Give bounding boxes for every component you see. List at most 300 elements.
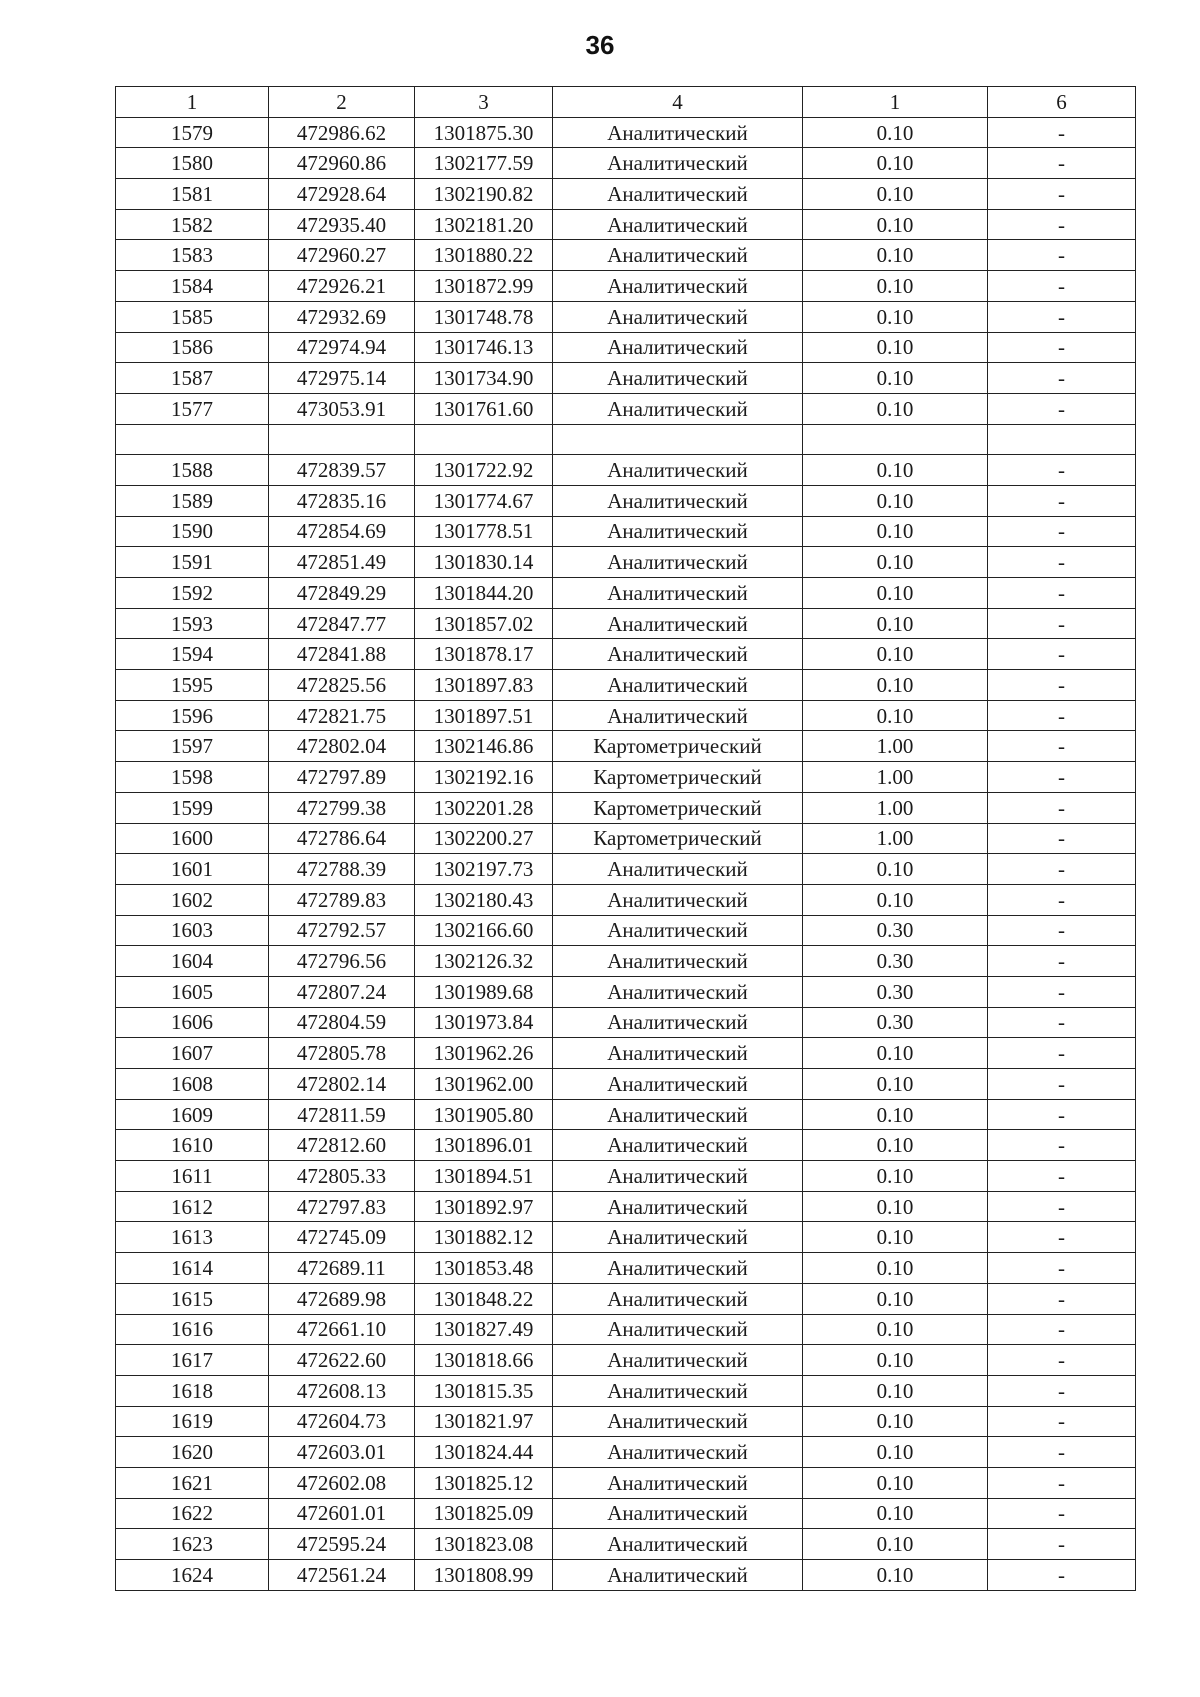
cell-point-number: 1597 bbox=[116, 731, 269, 762]
cell-x-coordinate: 472928.64 bbox=[269, 179, 415, 210]
cell-method: Аналитический bbox=[553, 1069, 803, 1100]
cell-x-coordinate: 472851.49 bbox=[269, 547, 415, 578]
cell-point-number: 1616 bbox=[116, 1314, 269, 1345]
cell-point-number: 1608 bbox=[116, 1069, 269, 1100]
cell-point-number: 1577 bbox=[116, 393, 269, 424]
cell-point-number: 1615 bbox=[116, 1283, 269, 1314]
cell-y-coordinate: 1302181.20 bbox=[415, 209, 553, 240]
cell-accuracy: 0.10 bbox=[803, 332, 988, 363]
cell-x-coordinate: 472960.27 bbox=[269, 240, 415, 271]
cell-method: Аналитический bbox=[553, 332, 803, 363]
cell-method: Аналитический bbox=[553, 393, 803, 424]
cell-point-number: 1596 bbox=[116, 700, 269, 731]
cell-accuracy: 0.10 bbox=[803, 1437, 988, 1468]
table-row bbox=[116, 670, 1136, 701]
table-row bbox=[116, 976, 1136, 1007]
cell-point-number: 1579 bbox=[116, 117, 269, 148]
cell-method: Аналитический bbox=[553, 670, 803, 701]
cell-point-number: 1623 bbox=[116, 1529, 269, 1560]
cell-note: - bbox=[988, 915, 1136, 946]
cell-x-coordinate: 472689.11 bbox=[269, 1253, 415, 1284]
table-row bbox=[116, 946, 1136, 977]
cell-accuracy: 0.10 bbox=[803, 1345, 988, 1376]
cell-method: Аналитический bbox=[553, 1007, 803, 1038]
table-row bbox=[116, 1130, 1136, 1161]
cell-point-number: 1610 bbox=[116, 1130, 269, 1161]
cell-x-coordinate: 472796.56 bbox=[269, 946, 415, 977]
cell-y-coordinate: 1301989.68 bbox=[415, 976, 553, 1007]
header-cell-col3: 3 bbox=[415, 87, 553, 118]
cell-point-number: 1603 bbox=[116, 915, 269, 946]
cell-x-coordinate: 472604.73 bbox=[269, 1406, 415, 1437]
cell-note: - bbox=[988, 1498, 1136, 1529]
cell-accuracy: 0.10 bbox=[803, 1222, 988, 1253]
cell-y-coordinate: 1301825.09 bbox=[415, 1498, 553, 1529]
cell-x-coordinate: 472745.09 bbox=[269, 1222, 415, 1253]
table-row bbox=[116, 332, 1136, 363]
table-row bbox=[116, 1529, 1136, 1560]
cell-y-coordinate: 1301894.51 bbox=[415, 1161, 553, 1192]
cell-point-number: 1585 bbox=[116, 301, 269, 332]
cell-note: - bbox=[988, 485, 1136, 516]
cell-point-number: 1624 bbox=[116, 1560, 269, 1591]
cell-y-coordinate: 1301830.14 bbox=[415, 547, 553, 578]
cell-point-number: 1587 bbox=[116, 363, 269, 394]
cell-method: Аналитический bbox=[553, 854, 803, 885]
cell-note: - bbox=[988, 393, 1136, 424]
cell-note: - bbox=[988, 1130, 1136, 1161]
cell-y-coordinate: 1301823.08 bbox=[415, 1529, 553, 1560]
cell-x-coordinate: 472805.78 bbox=[269, 1038, 415, 1069]
cell-point-number: 1595 bbox=[116, 670, 269, 701]
cell-accuracy: 0.10 bbox=[803, 1161, 988, 1192]
cell-x-coordinate: 472661.10 bbox=[269, 1314, 415, 1345]
cell-note: - bbox=[988, 547, 1136, 578]
cell-point-number: 1614 bbox=[116, 1253, 269, 1284]
table-row bbox=[116, 424, 1136, 455]
cell-accuracy: 0.10 bbox=[803, 301, 988, 332]
cell-accuracy: 0.10 bbox=[803, 393, 988, 424]
table-row bbox=[116, 1038, 1136, 1069]
table-row bbox=[116, 700, 1136, 731]
cell-method: Аналитический bbox=[553, 578, 803, 609]
cell-x-coordinate: 472805.33 bbox=[269, 1161, 415, 1192]
table-row bbox=[116, 762, 1136, 793]
cell-note: - bbox=[988, 976, 1136, 1007]
cell-method: Аналитический bbox=[553, 1130, 803, 1161]
cell-method: Аналитический bbox=[553, 1038, 803, 1069]
cell-x-coordinate: 472789.83 bbox=[269, 884, 415, 915]
cell-method: Аналитический bbox=[553, 1560, 803, 1591]
cell-x-coordinate: 472935.40 bbox=[269, 209, 415, 240]
cell-x-coordinate: 472821.75 bbox=[269, 700, 415, 731]
cell-y-coordinate: 1301778.51 bbox=[415, 516, 553, 547]
cell-accuracy: 0.10 bbox=[803, 363, 988, 394]
cell-point-number: 1600 bbox=[116, 823, 269, 854]
cell-note: - bbox=[988, 1161, 1136, 1192]
cell-x-coordinate: 472960.86 bbox=[269, 148, 415, 179]
cell-note: - bbox=[988, 854, 1136, 885]
cell-method: Аналитический bbox=[553, 117, 803, 148]
cell-method: Картометрический bbox=[553, 823, 803, 854]
cell-note: - bbox=[988, 762, 1136, 793]
cell-note: - bbox=[988, 1191, 1136, 1222]
cell-method: Аналитический bbox=[553, 516, 803, 547]
cell-accuracy: 0.10 bbox=[803, 608, 988, 639]
cell-x-coordinate: 472595.24 bbox=[269, 1529, 415, 1560]
cell-accuracy: 0.10 bbox=[803, 455, 988, 486]
cell-note: - bbox=[988, 1437, 1136, 1468]
table-row bbox=[116, 1222, 1136, 1253]
cell-y-coordinate: 1302126.32 bbox=[415, 946, 553, 977]
table-row bbox=[116, 1375, 1136, 1406]
table-row bbox=[116, 1560, 1136, 1591]
cell-accuracy: 0.10 bbox=[803, 485, 988, 516]
cell-accuracy: 0.10 bbox=[803, 1253, 988, 1284]
cell-x-coordinate: 472797.89 bbox=[269, 762, 415, 793]
cell-accuracy: 0.10 bbox=[803, 854, 988, 885]
table-row bbox=[116, 1437, 1136, 1468]
table-row bbox=[116, 240, 1136, 271]
cell-note: - bbox=[988, 670, 1136, 701]
cell-note: - bbox=[988, 240, 1136, 271]
cell-accuracy: 0.10 bbox=[803, 1529, 988, 1560]
cell-point-number: 1599 bbox=[116, 792, 269, 823]
cell-y-coordinate: 1301897.51 bbox=[415, 700, 553, 731]
cell-x-coordinate: 472975.14 bbox=[269, 363, 415, 394]
cell-accuracy: 0.10 bbox=[803, 148, 988, 179]
cell-accuracy: 0.10 bbox=[803, 1191, 988, 1222]
cell-x-coordinate: 472602.08 bbox=[269, 1467, 415, 1498]
cell-note bbox=[988, 424, 1136, 455]
table-row bbox=[116, 1406, 1136, 1437]
cell-y-coordinate: 1301857.02 bbox=[415, 608, 553, 639]
cell-x-coordinate: 472811.59 bbox=[269, 1099, 415, 1130]
cell-method: Аналитический bbox=[553, 547, 803, 578]
cell-accuracy: 0.10 bbox=[803, 1069, 988, 1100]
table-row bbox=[116, 1498, 1136, 1529]
cell-y-coordinate: 1301962.00 bbox=[415, 1069, 553, 1100]
cell-point-number: 1598 bbox=[116, 762, 269, 793]
header-cell-col6: 6 bbox=[988, 87, 1136, 118]
cell-point-number: 1619 bbox=[116, 1406, 269, 1437]
table-row bbox=[116, 547, 1136, 578]
cell-x-coordinate: 472603.01 bbox=[269, 1437, 415, 1468]
cell-y-coordinate: 1301722.92 bbox=[415, 455, 553, 486]
cell-accuracy: 0.10 bbox=[803, 547, 988, 578]
cell-point-number: 1583 bbox=[116, 240, 269, 271]
cell-method: Картометрический bbox=[553, 762, 803, 793]
cell-method: Аналитический bbox=[553, 1529, 803, 1560]
cell-accuracy: 0.30 bbox=[803, 1007, 988, 1038]
cell-point-number: 1581 bbox=[116, 179, 269, 210]
cell-note: - bbox=[988, 823, 1136, 854]
table-header-row bbox=[116, 87, 1136, 118]
table-row bbox=[116, 1467, 1136, 1498]
cell-point-number: 1589 bbox=[116, 485, 269, 516]
cell-y-coordinate: 1301761.60 bbox=[415, 393, 553, 424]
cell-accuracy: 0.10 bbox=[803, 1467, 988, 1498]
header-cell-col2: 2 bbox=[269, 87, 415, 118]
cell-point-number bbox=[116, 424, 269, 455]
cell-method: Аналитический bbox=[553, 301, 803, 332]
cell-note: - bbox=[988, 1283, 1136, 1314]
cell-x-coordinate: 472622.60 bbox=[269, 1345, 415, 1376]
cell-y-coordinate: 1301878.17 bbox=[415, 639, 553, 670]
cell-method: Аналитический bbox=[553, 1314, 803, 1345]
cell-note: - bbox=[988, 1314, 1136, 1345]
header-cell-col1: 1 bbox=[116, 87, 269, 118]
cell-accuracy: 1.00 bbox=[803, 823, 988, 854]
cell-x-coordinate: 472812.60 bbox=[269, 1130, 415, 1161]
cell-note: - bbox=[988, 148, 1136, 179]
cell-y-coordinate: 1301746.13 bbox=[415, 332, 553, 363]
cell-note: - bbox=[988, 301, 1136, 332]
cell-method: Аналитический bbox=[553, 179, 803, 210]
table-row bbox=[116, 1314, 1136, 1345]
cell-y-coordinate: 1302192.16 bbox=[415, 762, 553, 793]
cell-note: - bbox=[988, 332, 1136, 363]
table-row bbox=[116, 1191, 1136, 1222]
cell-method: Аналитический bbox=[553, 148, 803, 179]
cell-accuracy: 0.10 bbox=[803, 516, 988, 547]
cell-accuracy: 0.10 bbox=[803, 1130, 988, 1161]
cell-note: - bbox=[988, 363, 1136, 394]
cell-method: Аналитический bbox=[553, 884, 803, 915]
cell-note: - bbox=[988, 117, 1136, 148]
cell-x-coordinate: 472601.01 bbox=[269, 1498, 415, 1529]
coordinates-table-container bbox=[115, 86, 1136, 1591]
cell-point-number: 1620 bbox=[116, 1437, 269, 1468]
cell-accuracy: 0.10 bbox=[803, 179, 988, 210]
cell-point-number: 1613 bbox=[116, 1222, 269, 1253]
table-row bbox=[116, 823, 1136, 854]
cell-point-number: 1591 bbox=[116, 547, 269, 578]
cell-y-coordinate: 1301844.20 bbox=[415, 578, 553, 609]
table-row bbox=[116, 393, 1136, 424]
cell-note: - bbox=[988, 639, 1136, 670]
cell-method: Аналитический bbox=[553, 455, 803, 486]
cell-method: Аналитический bbox=[553, 1467, 803, 1498]
table-row bbox=[116, 209, 1136, 240]
cell-method: Аналитический bbox=[553, 1283, 803, 1314]
cell-method: Аналитический bbox=[553, 271, 803, 302]
cell-point-number: 1584 bbox=[116, 271, 269, 302]
cell-accuracy: 0.10 bbox=[803, 1283, 988, 1314]
cell-method: Аналитический bbox=[553, 946, 803, 977]
cell-accuracy: 1.00 bbox=[803, 731, 988, 762]
cell-point-number: 1586 bbox=[116, 332, 269, 363]
cell-point-number: 1618 bbox=[116, 1375, 269, 1406]
cell-y-coordinate: 1301734.90 bbox=[415, 363, 553, 394]
table-row bbox=[116, 608, 1136, 639]
cell-y-coordinate: 1301808.99 bbox=[415, 1560, 553, 1591]
cell-note: - bbox=[988, 1099, 1136, 1130]
cell-y-coordinate: 1302200.27 bbox=[415, 823, 553, 854]
cell-method: Аналитический bbox=[553, 1222, 803, 1253]
header-cell-col5: 1 bbox=[803, 87, 988, 118]
cell-x-coordinate: 472561.24 bbox=[269, 1560, 415, 1591]
cell-method: Аналитический bbox=[553, 485, 803, 516]
cell-point-number: 1590 bbox=[116, 516, 269, 547]
table-row bbox=[116, 516, 1136, 547]
cell-note: - bbox=[988, 1375, 1136, 1406]
cell-point-number: 1594 bbox=[116, 639, 269, 670]
cell-y-coordinate: 1301815.35 bbox=[415, 1375, 553, 1406]
cell-note: - bbox=[988, 1253, 1136, 1284]
cell-note: - bbox=[988, 1038, 1136, 1069]
cell-accuracy: 0.10 bbox=[803, 670, 988, 701]
cell-accuracy: 0.10 bbox=[803, 271, 988, 302]
cell-x-coordinate: 472788.39 bbox=[269, 854, 415, 885]
cell-y-coordinate: 1302201.28 bbox=[415, 792, 553, 823]
cell-method: Аналитический bbox=[553, 1345, 803, 1376]
cell-y-coordinate: 1301896.01 bbox=[415, 1130, 553, 1161]
cell-note: - bbox=[988, 700, 1136, 731]
cell-method: Аналитический bbox=[553, 1161, 803, 1192]
cell-point-number: 1580 bbox=[116, 148, 269, 179]
cell-point-number: 1601 bbox=[116, 854, 269, 885]
cell-accuracy: 0.10 bbox=[803, 1099, 988, 1130]
cell-y-coordinate: 1301827.49 bbox=[415, 1314, 553, 1345]
cell-y-coordinate: 1301853.48 bbox=[415, 1253, 553, 1284]
cell-x-coordinate: 472689.98 bbox=[269, 1283, 415, 1314]
table-body bbox=[116, 117, 1136, 1590]
cell-y-coordinate: 1302197.73 bbox=[415, 854, 553, 885]
cell-accuracy: 0.10 bbox=[803, 240, 988, 271]
cell-accuracy: 0.10 bbox=[803, 884, 988, 915]
cell-y-coordinate: 1301748.78 bbox=[415, 301, 553, 332]
cell-note: - bbox=[988, 1560, 1136, 1591]
cell-accuracy: 0.10 bbox=[803, 1314, 988, 1345]
cell-x-coordinate: 472799.38 bbox=[269, 792, 415, 823]
cell-x-coordinate: 472854.69 bbox=[269, 516, 415, 547]
cell-x-coordinate: 472807.24 bbox=[269, 976, 415, 1007]
cell-x-coordinate: 472608.13 bbox=[269, 1375, 415, 1406]
cell-y-coordinate: 1302146.86 bbox=[415, 731, 553, 762]
table-row bbox=[116, 578, 1136, 609]
cell-method: Аналитический bbox=[553, 1498, 803, 1529]
cell-note: - bbox=[988, 455, 1136, 486]
cell-y-coordinate: 1301848.22 bbox=[415, 1283, 553, 1314]
cell-y-coordinate: 1302180.43 bbox=[415, 884, 553, 915]
cell-y-coordinate: 1301897.83 bbox=[415, 670, 553, 701]
cell-point-number: 1607 bbox=[116, 1038, 269, 1069]
cell-x-coordinate: 472926.21 bbox=[269, 271, 415, 302]
cell-x-coordinate: 472802.04 bbox=[269, 731, 415, 762]
cell-x-coordinate: 472847.77 bbox=[269, 608, 415, 639]
cell-method: Аналитический bbox=[553, 700, 803, 731]
cell-point-number: 1602 bbox=[116, 884, 269, 915]
cell-point-number: 1621 bbox=[116, 1467, 269, 1498]
table-row bbox=[116, 1161, 1136, 1192]
cell-accuracy: 0.10 bbox=[803, 1038, 988, 1069]
cell-note: - bbox=[988, 1467, 1136, 1498]
cell-method: Аналитический bbox=[553, 915, 803, 946]
cell-y-coordinate: 1301824.44 bbox=[415, 1437, 553, 1468]
cell-y-coordinate: 1301892.97 bbox=[415, 1191, 553, 1222]
cell-point-number: 1611 bbox=[116, 1161, 269, 1192]
cell-method: Аналитический bbox=[553, 1191, 803, 1222]
cell-note: - bbox=[988, 608, 1136, 639]
cell-note: - bbox=[988, 1007, 1136, 1038]
cell-x-coordinate: 472974.94 bbox=[269, 332, 415, 363]
cell-accuracy: 0.10 bbox=[803, 1375, 988, 1406]
cell-y-coordinate: 1301825.12 bbox=[415, 1467, 553, 1498]
cell-point-number: 1606 bbox=[116, 1007, 269, 1038]
cell-note: - bbox=[988, 792, 1136, 823]
cell-point-number: 1617 bbox=[116, 1345, 269, 1376]
table-row bbox=[116, 1283, 1136, 1314]
table-row bbox=[116, 854, 1136, 885]
cell-method: Аналитический bbox=[553, 639, 803, 670]
cell-accuracy: 1.00 bbox=[803, 762, 988, 793]
cell-point-number: 1604 bbox=[116, 946, 269, 977]
cell-y-coordinate: 1301774.67 bbox=[415, 485, 553, 516]
cell-y-coordinate: 1302190.82 bbox=[415, 179, 553, 210]
table-row bbox=[116, 1007, 1136, 1038]
cell-y-coordinate: 1301882.12 bbox=[415, 1222, 553, 1253]
table-row bbox=[116, 639, 1136, 670]
cell-method: Аналитический bbox=[553, 1099, 803, 1130]
page-number: 36 bbox=[585, 30, 615, 60]
cell-point-number: 1593 bbox=[116, 608, 269, 639]
cell-note: - bbox=[988, 946, 1136, 977]
cell-y-coordinate: 1301872.99 bbox=[415, 271, 553, 302]
cell-method: Картометрический bbox=[553, 731, 803, 762]
table-row bbox=[116, 1253, 1136, 1284]
cell-note: - bbox=[988, 1069, 1136, 1100]
cell-x-coordinate: 472932.69 bbox=[269, 301, 415, 332]
cell-point-number: 1592 bbox=[116, 578, 269, 609]
cell-method: Аналитический bbox=[553, 363, 803, 394]
table-row bbox=[116, 301, 1136, 332]
table-row bbox=[116, 1345, 1136, 1376]
cell-x-coordinate: 472792.57 bbox=[269, 915, 415, 946]
cell-method: Аналитический bbox=[553, 1253, 803, 1284]
cell-x-coordinate: 472835.16 bbox=[269, 485, 415, 516]
cell-x-coordinate: 472841.88 bbox=[269, 639, 415, 670]
cell-x-coordinate: 472786.64 bbox=[269, 823, 415, 854]
cell-x-coordinate: 472802.14 bbox=[269, 1069, 415, 1100]
cell-y-coordinate: 1302166.60 bbox=[415, 915, 553, 946]
cell-note: - bbox=[988, 1222, 1136, 1253]
table-row bbox=[116, 179, 1136, 210]
cell-method: Аналитический bbox=[553, 1406, 803, 1437]
cell-x-coordinate: 472804.59 bbox=[269, 1007, 415, 1038]
cell-accuracy: 0.10 bbox=[803, 578, 988, 609]
cell-accuracy: 0.10 bbox=[803, 639, 988, 670]
cell-accuracy: 0.10 bbox=[803, 1560, 988, 1591]
cell-note: - bbox=[988, 1529, 1136, 1560]
cell-x-coordinate: 473053.91 bbox=[269, 393, 415, 424]
cell-method: Аналитический bbox=[553, 209, 803, 240]
cell-note: - bbox=[988, 1406, 1136, 1437]
cell-accuracy: 1.00 bbox=[803, 792, 988, 823]
cell-point-number: 1605 bbox=[116, 976, 269, 1007]
table-row bbox=[116, 485, 1136, 516]
table-row bbox=[116, 1069, 1136, 1100]
cell-x-coordinate bbox=[269, 424, 415, 455]
cell-method: Аналитический bbox=[553, 1437, 803, 1468]
cell-y-coordinate: 1301905.80 bbox=[415, 1099, 553, 1130]
table-row bbox=[116, 1099, 1136, 1130]
cell-note: - bbox=[988, 731, 1136, 762]
cell-x-coordinate: 472849.29 bbox=[269, 578, 415, 609]
cell-point-number: 1588 bbox=[116, 455, 269, 486]
cell-note: - bbox=[988, 516, 1136, 547]
table-row bbox=[116, 731, 1136, 762]
